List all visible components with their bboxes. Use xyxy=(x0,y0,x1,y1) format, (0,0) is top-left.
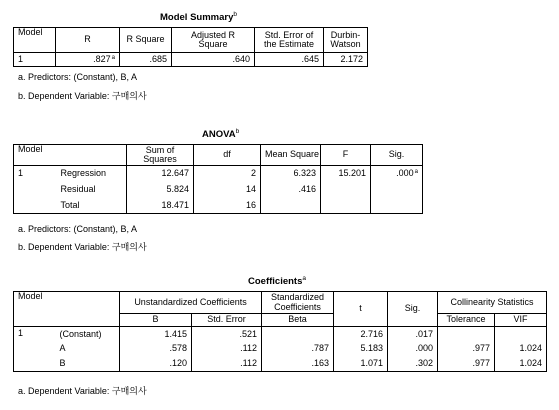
cell-r xyxy=(56,53,120,67)
cell-f xyxy=(321,198,371,214)
cell-std-error: .112 xyxy=(192,342,262,357)
header-std-error: Std. Error of the Estimate xyxy=(255,28,324,53)
header-r: R xyxy=(56,28,120,53)
table-row xyxy=(14,182,423,198)
anova-note-b: b. Dependent Variable: 구매의사 xyxy=(18,242,147,252)
cell-b: 1.415 xyxy=(120,327,192,342)
cell-df: 16 xyxy=(194,198,261,214)
model-summary-title xyxy=(160,11,237,23)
cell-r-square: .685 xyxy=(120,53,172,67)
cell-sig: .017 xyxy=(388,327,438,342)
cell-sig xyxy=(371,182,423,198)
cell-sig xyxy=(371,166,423,182)
cell-sig: .000 xyxy=(388,342,438,357)
cell-tolerance: .977 xyxy=(438,357,495,372)
model-summary-table xyxy=(13,27,368,67)
cell-model: 1 xyxy=(18,328,24,338)
header-mean-square: Mean Square xyxy=(261,145,321,166)
cell-vif: 1.024 xyxy=(519,343,543,354)
cell-sum-of-squares: 12.647 xyxy=(127,166,194,182)
table-row xyxy=(14,327,547,342)
header-unstandardized-coefficients: Unstandardized Coefficients xyxy=(120,292,262,314)
cell-adj-r-square: .640 xyxy=(172,53,255,67)
header-model: Model xyxy=(14,28,56,53)
model-summary-title-note: b xyxy=(233,11,238,18)
cell-tolerance xyxy=(438,327,495,342)
header-durbin-watson: Durbin-Watson xyxy=(324,28,368,53)
cell-std-error: .645 xyxy=(255,53,324,67)
model-summary-note-b: b. Dependent Variable: 구매의사 xyxy=(18,91,147,101)
cell-mean-square: 6.323 xyxy=(261,166,321,182)
anova-title-text: ANOVA xyxy=(202,129,236,140)
cell-sig: .302 xyxy=(388,357,438,372)
anova-header-row xyxy=(14,145,423,166)
cell-beta: .787 xyxy=(262,342,334,357)
coefficients-title-text: Coefficients xyxy=(248,276,303,287)
cell-beta xyxy=(262,327,334,342)
header-f: F xyxy=(321,145,371,166)
coefficients-title xyxy=(248,275,306,287)
cell-label: A xyxy=(56,342,120,357)
cell-sum-of-squares: 5.824 xyxy=(127,182,194,198)
anova-table xyxy=(13,144,423,214)
header-collinearity-statistics: Collinearity Statistics xyxy=(450,296,534,307)
table-row xyxy=(14,357,547,372)
model-summary-header-row xyxy=(14,28,368,53)
header-standardized-coefficients: Standardized Coefficients xyxy=(262,292,334,314)
header-r-square: R Square xyxy=(120,28,172,53)
header-vif: VIF xyxy=(495,314,547,327)
cell-df: 2 xyxy=(194,166,261,182)
anova-title-note: b xyxy=(235,128,240,135)
cell-r-value: .827 xyxy=(93,53,111,64)
cell-f: 15.201 xyxy=(321,166,371,182)
cell-b: .578 xyxy=(120,342,192,357)
coefficients-title-note: a xyxy=(302,275,306,282)
anova-title xyxy=(202,128,239,140)
table-row xyxy=(14,166,423,182)
header-tolerance: Tolerance xyxy=(438,314,495,327)
cell-tolerance: .977 xyxy=(438,342,495,357)
cell-vif: 1.024 xyxy=(519,358,543,369)
cell-t: 2.716 xyxy=(334,327,388,342)
cell-sig-note: a xyxy=(414,169,419,176)
cell-t: 5.183 xyxy=(334,342,388,357)
cell-std-error: .521 xyxy=(192,327,262,342)
cell-model: 1 xyxy=(18,168,24,178)
cell-f xyxy=(321,182,371,198)
header-model: Model xyxy=(14,145,127,166)
table-row xyxy=(14,198,423,214)
cell-label: B xyxy=(56,357,120,372)
header-df: df xyxy=(194,145,261,166)
cell-vif xyxy=(495,327,547,342)
cell-label: Residual xyxy=(57,182,127,198)
header-sig: Sig. xyxy=(371,145,423,166)
table-row xyxy=(14,53,368,67)
cell-sig xyxy=(371,198,423,214)
cell-sig-value: .000 xyxy=(396,168,414,179)
cell-label: (Constant) xyxy=(56,327,120,342)
anova-note-a: a. Predictors: (Constant), B, A xyxy=(18,224,138,234)
cell-std-error: .112 xyxy=(192,357,262,372)
header-b: B xyxy=(120,314,192,327)
model-summary-note-a: a. Predictors: (Constant), B, A xyxy=(18,72,138,82)
cell-durbin-watson: 2.172 xyxy=(340,53,363,64)
header-sum-of-squares: Sum of Squares xyxy=(127,145,194,166)
cell-df: 14 xyxy=(194,182,261,198)
header-adjusted-r-square: Adjusted R Square xyxy=(172,28,255,53)
cell-beta: .163 xyxy=(262,357,334,372)
cell-model: 1 xyxy=(14,53,56,67)
header-t: t xyxy=(334,292,388,327)
model-summary-title-text: Model Summary xyxy=(160,12,234,23)
cell-r-note: a xyxy=(111,54,115,61)
header-std-error: Std. Error xyxy=(192,314,262,327)
cell-t: 1.071 xyxy=(334,357,388,372)
cell-b: .120 xyxy=(120,357,192,372)
cell-sum-of-squares: 18.471 xyxy=(127,198,194,214)
cell-label: Regression xyxy=(57,166,127,182)
cell-mean-square xyxy=(261,198,321,214)
header-model: Model xyxy=(14,292,120,327)
cell-label: Total xyxy=(57,198,127,214)
coefficients-note-a: a. Dependent Variable: 구매의사 xyxy=(18,386,147,396)
header-sig: Sig. xyxy=(388,292,438,327)
cell-mean-square: .416 xyxy=(261,182,321,198)
header-beta: Beta xyxy=(262,314,334,327)
coefficients-table xyxy=(13,291,547,372)
table-row xyxy=(14,342,547,357)
coefficients-group-header-row xyxy=(14,292,547,314)
